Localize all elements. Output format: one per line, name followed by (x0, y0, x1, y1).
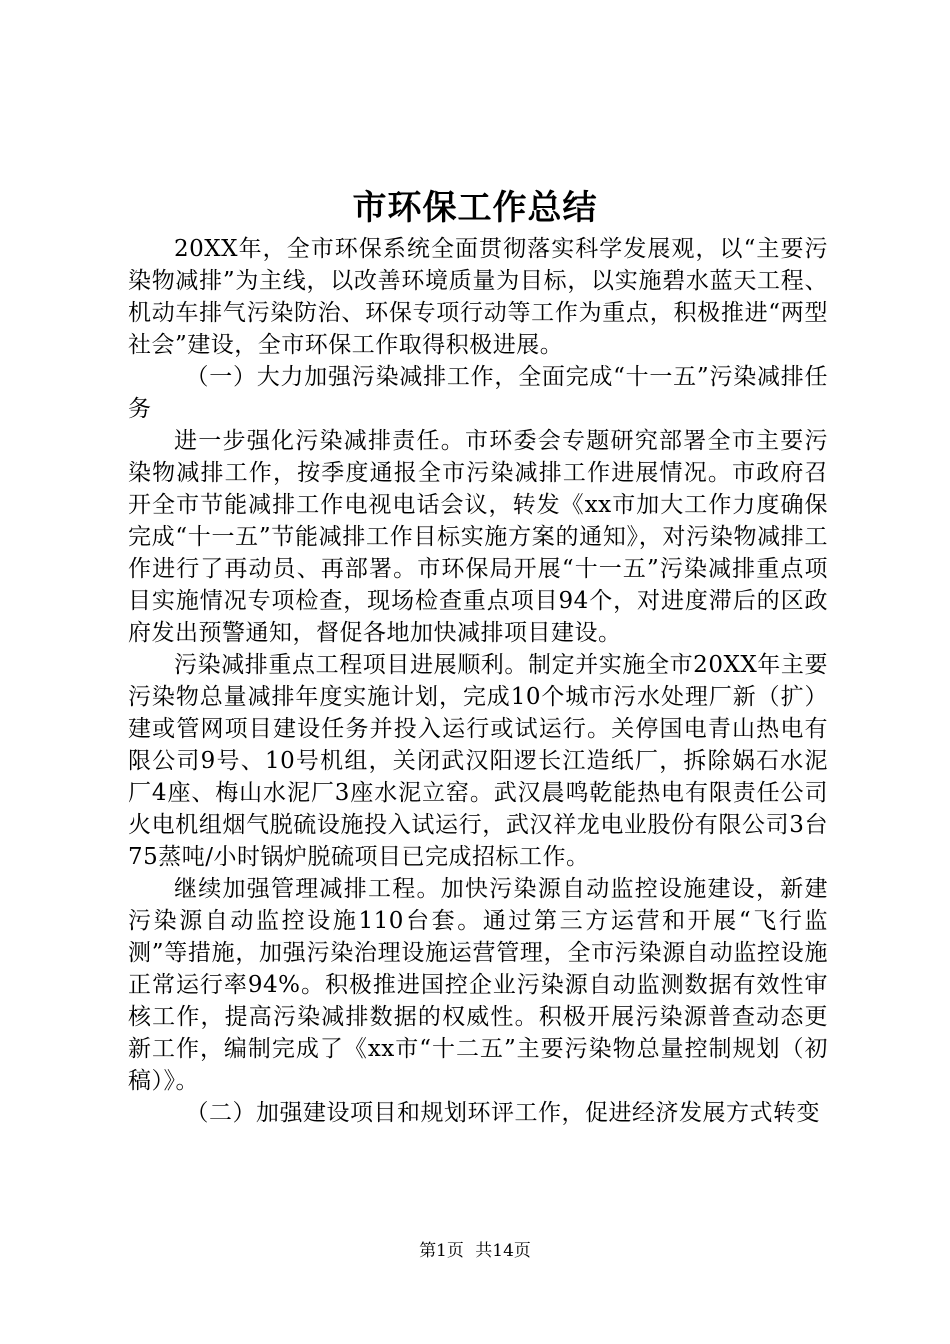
page-total: 共14页 (475, 1241, 531, 1261)
paragraph-management: 继续加强管理减排工程。加快污染源自动监控设施建设，新建污染源自动监控设施110台套。通过第三方运营和开展“飞行监测”等措施，加强污染治理设施运营管理，全市污染源自动监控设施正常运行率94%。积极推进国控企业污染源自动监测数据有效性审核工作，提高污染减排数据的权威性。积极开展污染源普查动态更新工作，编制完成了《xx市“十二五”主要污染物总量控制规划（初稿）》。 (128, 876, 828, 1094)
paragraph-key-projects: 污染减排重点工程项目进展顺利。制定并实施全市20XX年主要污染物总量减排年度实施计划，完成10个城市污水处理厂新（扩）建或管网项目建设任务并投入运行或试运行。关停国电青山热电有限公司9号、10号机组，关闭武汉阳逻长江造纸厂，拆除娲石水泥厂4座、梅山水泥厂3座水泥立窑。武汉晨鸣乾能热电有限责任公司火电机组烟气脱硫设施投入试运行，武汉祥龙电业股份有限公司3台75蒸吨/小时锅炉脱硫项目已完成招标工作。 (128, 652, 828, 870)
page-number: 第1页 (419, 1241, 464, 1261)
document-body (128, 233, 828, 1129)
paragraph-responsibility: 进一步强化污染减排责任。市环委会专题研究部署全市主要污染物减排工作，按季度通报全市污染减排工作进展情况。市政府召开全市节能减排工作电视电话会议，转发《xx市加大工作力度确保完成“十一五”节能减排工作目标实施方案的通知》，对污染物减排工作进行了再动员、再部署。市环保局开展“十一五”污染减排重点项目实施情况专项检查，现场检查重点项目94个，对进度滞后的区政府发出预警通知，督促各地加快减排项目建设。 (128, 428, 828, 646)
section-heading-1: （一）大力加强污染减排工作，全面完成“十一五”污染减排任务 (128, 364, 828, 422)
document-title: 市环保工作总结 (352, 188, 598, 228)
page-footer (0, 1240, 950, 1262)
paragraph-intro: 20XX年，全市环保系统全面贯彻落实科学发展观，以“主要污染物减排”为主线，以改善环境质量为目标，以实施碧水蓝天工程、机动车排气污染防治、环保专项行动等工作为重点，积极推进“两型社会”建设，全市环保工作取得积极进展。 (128, 236, 828, 358)
section-heading-2: （二）加强建设项目和规划环评工作，促进经济发展方式转变 (185, 1100, 820, 1126)
